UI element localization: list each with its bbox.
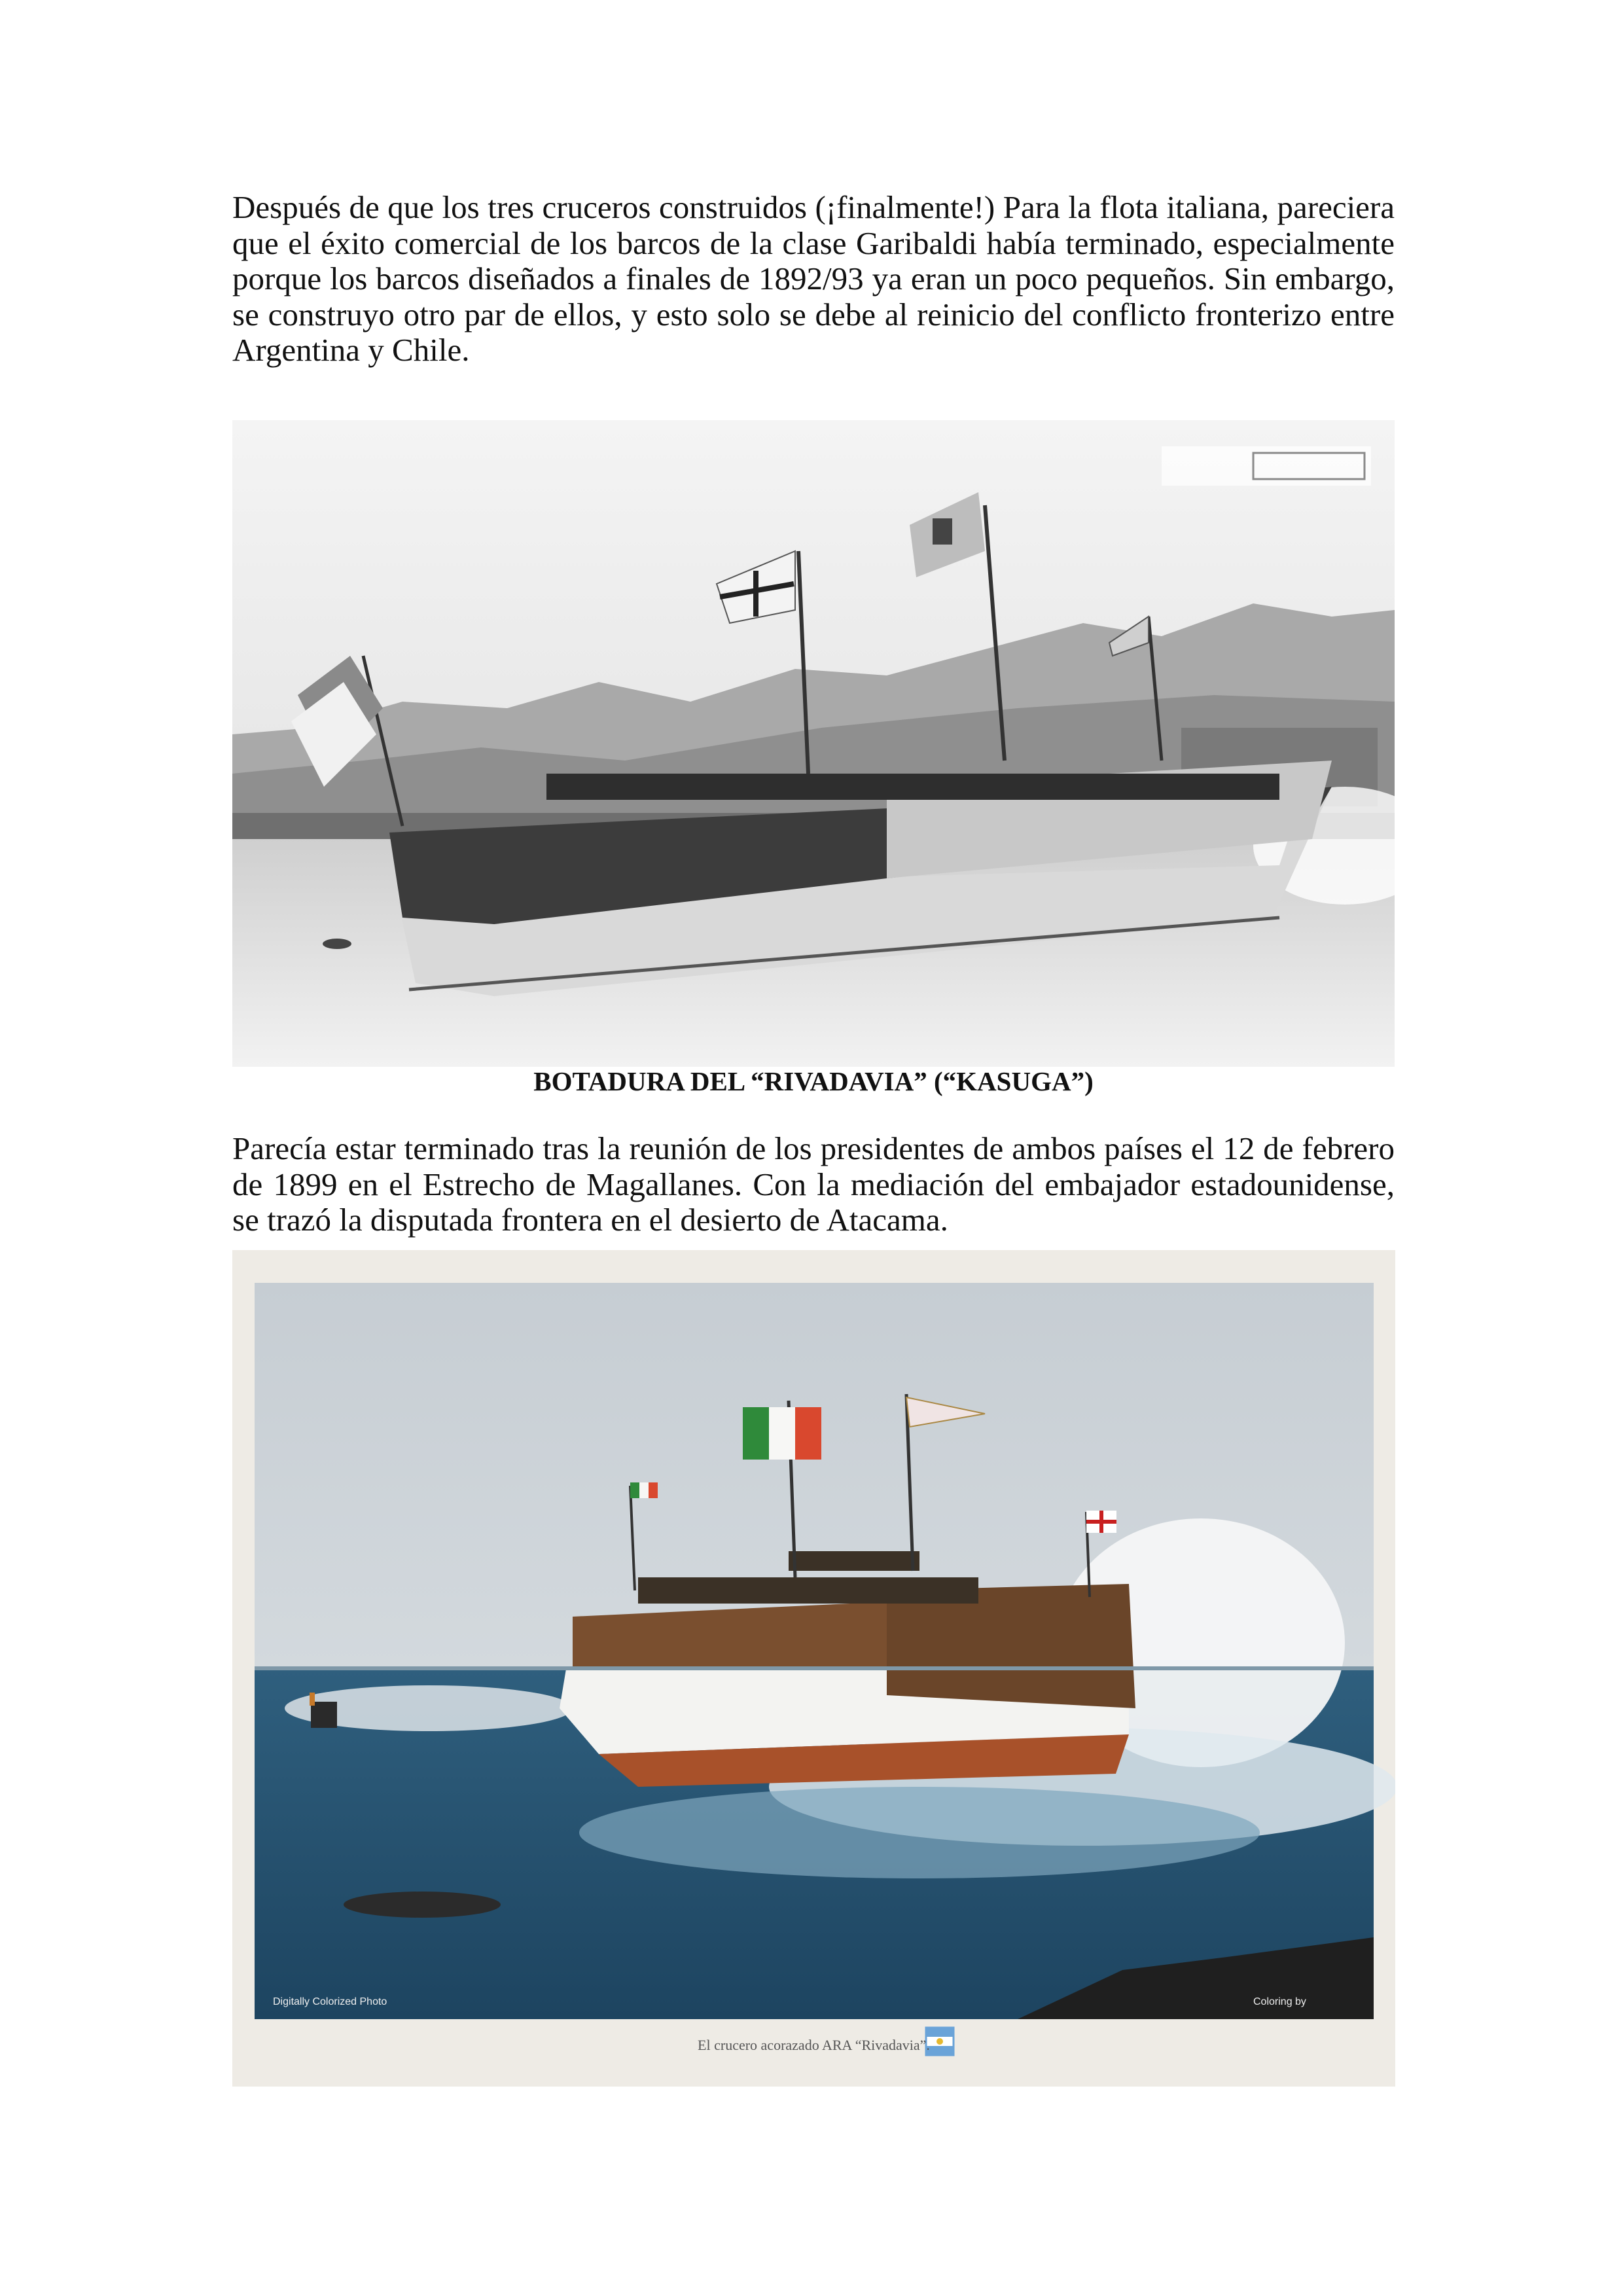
photo-launch-bw [232,420,1395,1067]
photo-1-caption: BOTADURA DEL “RIVADAVIA” (“KASUGA”) [533,1066,1094,1096]
paragraph-2: Parecía estar terminado tras la reunión de los presidentes de ambos países el 12 de febrero de 1899 en el Estrecho de Magallanes. Con la mediación del embajador estadounidense, se trazó la disputada frontera en el desierto de Atacama. [232,1130,1395,1238]
paragraph-1: Después de que los tres cruceros construidos (¡finalmente!) Para la flota italiana, pareciera que el éxito comercial de los barcos de la clase Garibaldi había terminado, especialmente porque los barcos diseñados a finales de 1892/93 ya eran un poco pequeños. Sin embargo, se construyo otro par de ellos, y esto solo se debe al reinicio del conflicto fronterizo entre Argentina y Chile. [232,189,1395,368]
photo-launch-colorized [232,1250,1395,2087]
photo-2-credit-right: Coloring by [1253,1996,1306,2007]
photo-2-caption: El crucero acorazado ARA “Rivadavia”. [698,2037,930,2053]
photo-2-credit-left: Digitally Colorized Photo [273,1996,387,2007]
